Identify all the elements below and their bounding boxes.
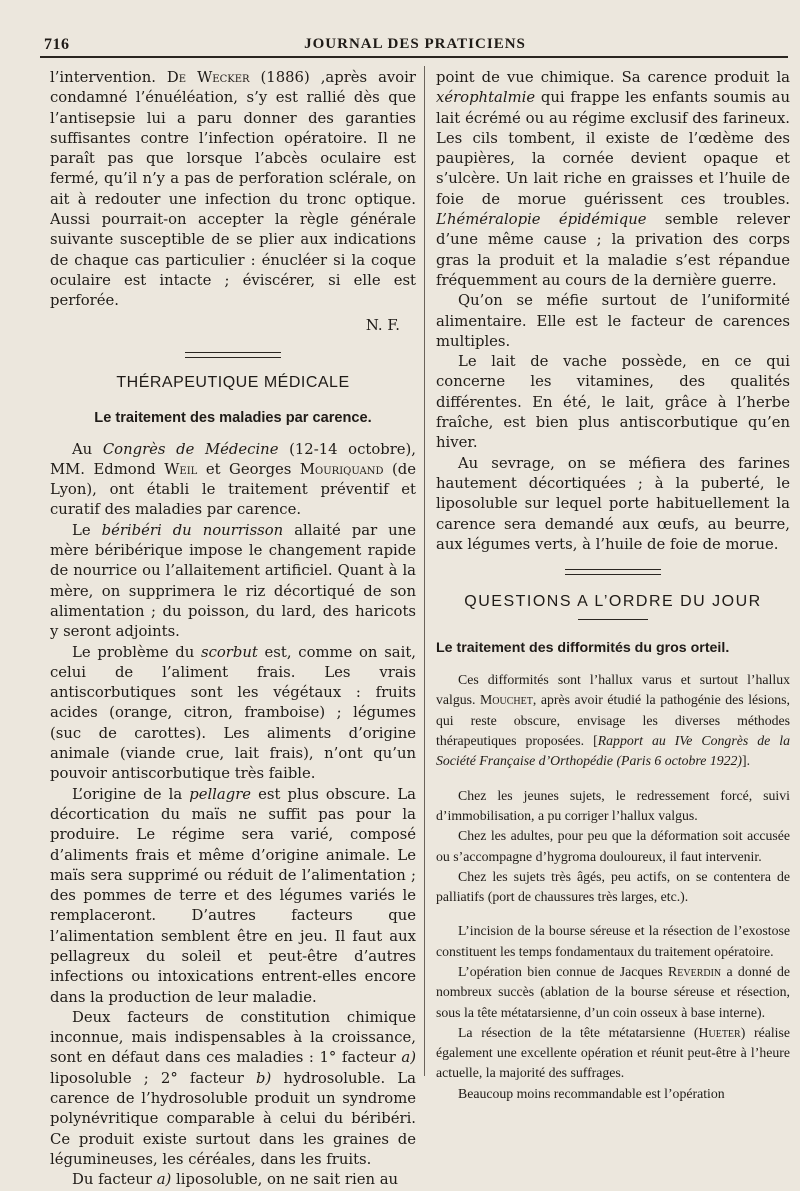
- article-title-carence: Le traitement des maladies par carence.: [94, 409, 372, 426]
- section-rule-right: [565, 569, 661, 575]
- column-divider: [424, 66, 425, 1076]
- section-underline: [578, 619, 648, 620]
- section-rule: [185, 352, 281, 358]
- paragraph-beriberi: Le béribéri du nourrisson allaité par une mère béribérique impose le changement rapide de nourrice ou l’allaitement artificiel. Quant à la mère, on supprimera le riz décortiqué de son alimentation ; du poisson, du lard, des haricots y seront adjoints.: [50, 521, 416, 641]
- paragraph-sevrage: Au sevrage, on se méfiera des farines hautement décortiquées ; à la puberté, le liposoluble sur lequel porte habituellement la carence sera demandé aux œufs, au beurre, aux légumes verts, à l’huile de foie de morue.: [436, 454, 790, 553]
- paragraph-reverdin: L’opération bien connue de Jacques Reverdin a donné de nombreux succès (ablation de la bourse séreuse et résection, sous la tête métatarsienne, d’un coin osseux à base interne).: [436, 963, 790, 1020]
- header-rule: [40, 56, 788, 58]
- paragraph-ages: Chez les sujets très âgés, peu actifs, on se contentera de palliatifs (port de chaussures très larges, etc.).: [436, 868, 790, 905]
- paragraph-scorbut: Le problème du scorbut est, comme on sait, celui de l’aliment frais. Les vrais antiscorbutiques sont les végétaux : fruits acides (orange, citron, framboise) ; légumes (suc de carottes). Les aliments d’origine animale (viande crue, lait frais), n’ont qu’un pouvoir antiscorbutique très faible.: [50, 643, 416, 783]
- journal-title: JOURNAL DES PRATICIENS: [304, 36, 526, 52]
- paragraph-pellagre: L’origine de la pellagre est plus obscure. La décortication du maïs ne suffit pas pour la produire. Le régime sera varié, composé d’aliments frais et même d’origine animale. Le maïs sera supprimé ou réduit de l’alimentation ; des pommes de terre et des légumes variés le remplaceront. D’autres facteurs que l’alimentation semblent être en jeu. Il faut aux pellagreux du soleil et peut-être d’autres infections ou intoxications entrent-elles encore dans la production de leur maladie.: [50, 785, 416, 1006]
- section-title-therapeutique: THÉRAPEUTIQUE MÉDICALE: [116, 373, 350, 391]
- right-column: [436, 68, 790, 1104]
- paragraph-incision: L’incision de la bourse séreuse et la résection de l’exostose constituent les temps fondamentaux du traitement opératoire.: [436, 923, 790, 959]
- paragraph-xerophtalmie: point de vue chimique. Sa carence produit la xérophtalmie qui frappe les enfants soumis au lait écrémé ou au régime exclusif des farineux. Les cils tombent, il existe de l’œdème des paupières, la cornée devient opaque et s’ulcère. Un lait riche en graisses et l’huile de foie de morue guérissent ces troubles. L’héméralopie épidémique semble relever d’une même cause ; la privation des corps gras la produit et la maladie s’est répandue fréquemment au cours de la dernière guerre.: [436, 69, 790, 289]
- paragraph-facteurs: Deux facteurs de constitution chimique inconnue, mais indispensables à la croissance, sont en défaut dans ces maladies : 1° facteur a) liposoluble ; 2° facteur b) hydrosoluble. La carence de l’hydrosoluble produit un syndrome polynévritique comparable à celui du béribéri. Ce produit existe surtout dans les graines de légumineuses, les céréales, dans les fruits.: [50, 1008, 416, 1168]
- page-number: 716: [44, 36, 70, 53]
- paragraph-intervention: l’intervention. De Wecker (1886) ,après avoir condamné l’énuéléation, s’y est rallié dès que l’antisepsie lui a paru donner des garanties suffisantes contre l’infection opératoire. Il ne paraît pas que lorsque l’abcès oculaire est fermé, qu’il n’y a pas de perforation sclérale, on ait à redouter une infection du tronc optique. Aussi pourrait-on accepter la règle générale suivante susceptible de se plier aux indications de chaque cas particulier : énucléer si la coque oculaire est intacte ; éviscérer, si elle est perforée.: [50, 69, 416, 310]
- section-title-questions: QUESTIONS A L’ORDRE DU JOUR: [464, 593, 762, 611]
- paragraph-congres: Au Congrès de Médecine (12-14 octobre), MM. Edmond Weil et Georges Mouriquand (de Lyon), ont établi le traitement préventif et curatif des maladies par carence.: [50, 440, 416, 519]
- paragraph-adultes: Chez les adultes, pour peu que la déformation soit accusée ou s’accompagne d’hygroma douloureux, il faut intervenir.: [436, 828, 790, 864]
- paragraph-beaucoup: Beaucoup moins recommandable est l’opération: [458, 1085, 725, 1101]
- paragraph-hueter: La résection de la tête métatarsienne (Hueter) réalise également une excellente opération et réunit peut-être à l’heure actuelle, la majorité des suffrages.: [436, 1024, 790, 1081]
- article-title-orteil: Le traitement des difformités du gros orteil.: [436, 640, 730, 657]
- page-header: [44, 32, 786, 54]
- paragraph-jeunes-sujets: Chez les jeunes sujets, le redressement forcé, suivi d’immobilisation, a pu corriger l’hallux valgus.: [436, 787, 790, 823]
- paragraph-uniformite: Qu’on se méfie surtout de l’uniformité alimentaire. Elle est le facteur de carences multiples.: [436, 292, 790, 350]
- paragraph-lait: Le lait de vache possède, en ce qui concerne les vitamines, des qualités différentes. En été, le lait, grâce à l’herbe fraîche, est bien plus antiscorbutique qu’en hiver.: [436, 353, 790, 452]
- left-column: [50, 68, 416, 1191]
- article-orteil-body: [436, 670, 790, 1104]
- signature: N. F.: [365, 316, 400, 334]
- author-de-wecker: De Wecker: [166, 69, 250, 86]
- paragraph-difformites: Ces difformités sont l’hallux varus et surtout l’hallux valgus. Mouchet, après avoir étudié la pathogénie des lésions, qui reste obscure, envisage les diverses méthodes thérapeutiques proposées. [Rapport au IVe Congrès de la Société Française d’Orthopédie (Paris 6 octobre 1922)].: [436, 672, 790, 769]
- paragraph-liposoluble: Du facteur a) liposoluble, on ne sait rien au: [72, 1171, 399, 1189]
